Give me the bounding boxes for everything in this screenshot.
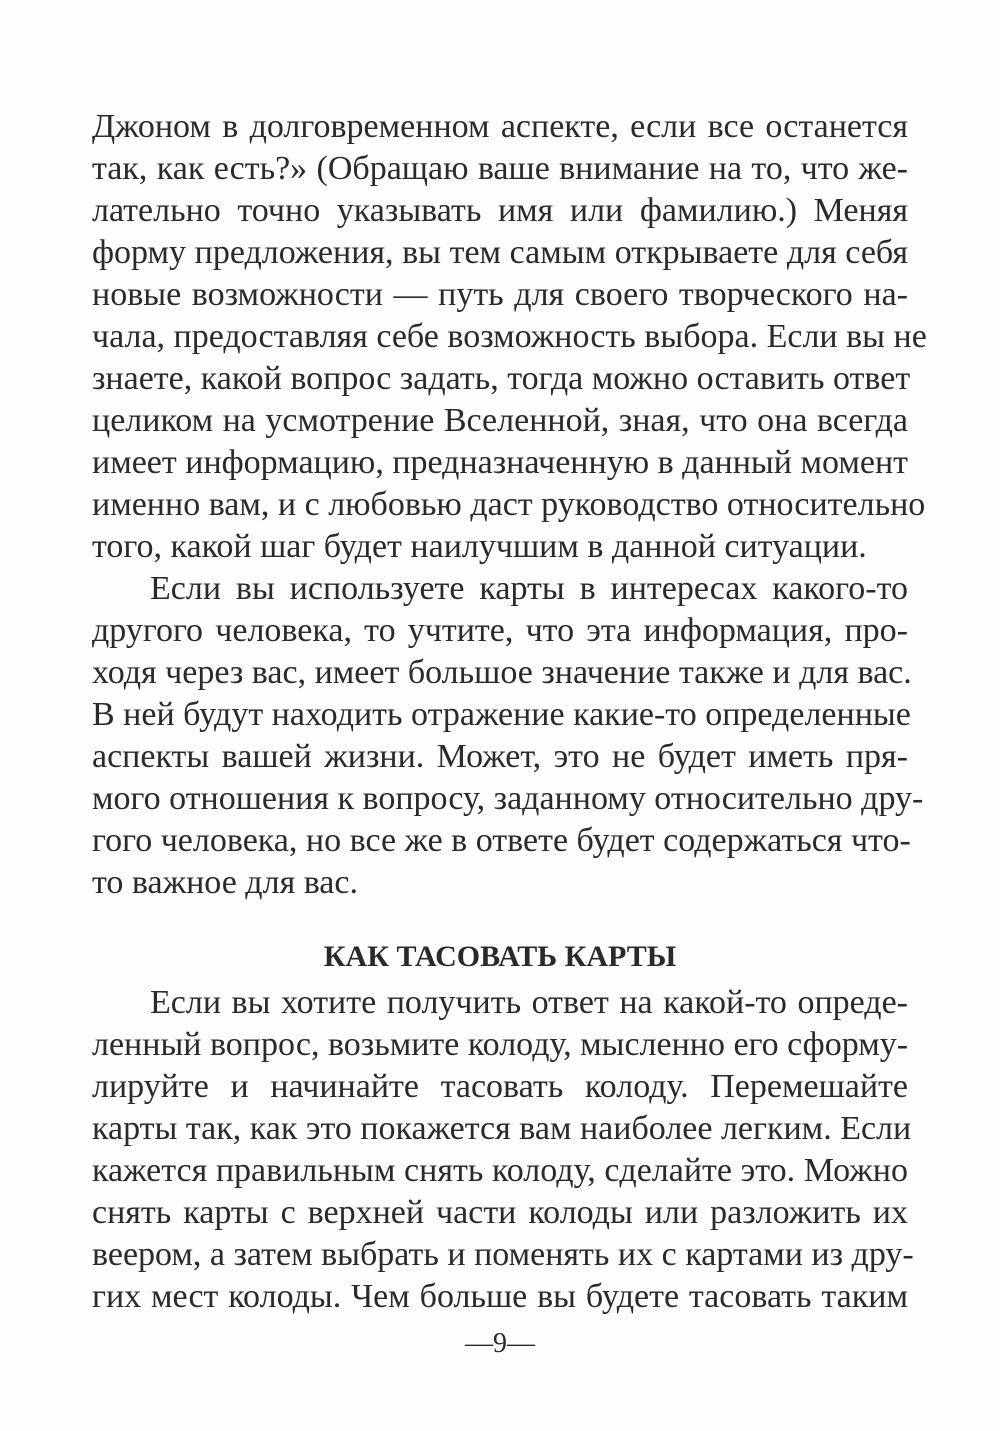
text-line: снять карты с верхней части колоды или разложить их xyxy=(92,1194,908,1231)
text-line: новые возможности — путь для своего творческого на- xyxy=(92,276,908,313)
text-line: другого человека, то учтите, что эта информация, про- xyxy=(92,612,908,649)
text-line: кажется правильным снять колоду, сделайте это. Можно xyxy=(92,1152,908,1189)
text-line: целиком на усмотрение Вселенной, зная, что она всегда xyxy=(92,402,908,439)
text-line: гого человека, но все же в ответе будет содержаться что- xyxy=(92,822,911,859)
text-line: мого отношения к вопросу, заданному относительно дру- xyxy=(92,780,924,817)
text-line: веером, а затем выбрать и поменять их с картами из дру- xyxy=(92,1236,914,1273)
section-heading: КАК ТАСОВАТЬ КАРТЫ xyxy=(323,940,677,973)
text-line: ленный вопрос, возьмите колоду, мысленно его сформу- xyxy=(92,1026,909,1063)
text-line: лируйте и начинайте тасовать колоду. Перемешайте xyxy=(92,1068,908,1105)
text-line: того, какой шаг будет наилучшим в данной ситуации. xyxy=(92,528,867,565)
paragraph-2 xyxy=(92,568,924,904)
page-number: —9— xyxy=(465,1328,535,1359)
text-line: Если вы хотите получить ответ на какой-то опреде- xyxy=(150,984,908,1021)
text-line: то важное для вас. xyxy=(92,864,358,901)
text-line: форму предложения, вы тем самым открываете для себя xyxy=(92,234,908,271)
text-line: ходя через вас, имеет большое значение также и для вас. xyxy=(92,654,912,691)
text-line: гих мест колоды. Чем больше вы будете тасовать таким xyxy=(92,1278,908,1315)
text-line: знаете, какой вопрос задать, тогда можно оставить ответ xyxy=(92,360,911,397)
text-line: чала, предоставляя себе возможность выбора. Если вы не xyxy=(92,318,927,355)
text-line: именно вам, и с любовью даст руководство относительно xyxy=(92,486,926,523)
text-line: Джоном в долговременном аспекте, если все останется xyxy=(92,108,908,145)
paragraph-1 xyxy=(92,106,927,568)
text-line: карты так, как это покажется вам наиболее легким. Если xyxy=(92,1110,912,1147)
text-line: В ней будут находить отражение какие-то определенные xyxy=(92,696,911,733)
text-line: так, как есть?» (Обращаю ваше внимание на то, что же- xyxy=(92,150,908,187)
text-line: аспекты вашей жизни. Может, это не будет иметь пря- xyxy=(92,738,908,775)
text-line: имеет информацию, предназначенную в данный момент xyxy=(92,444,908,481)
text-line: лательно точно указывать имя или фамилию.) Меняя xyxy=(92,192,908,229)
paragraph-3 xyxy=(92,982,914,1318)
text-line: Если вы используете карты в интересах какого-то xyxy=(150,570,908,607)
